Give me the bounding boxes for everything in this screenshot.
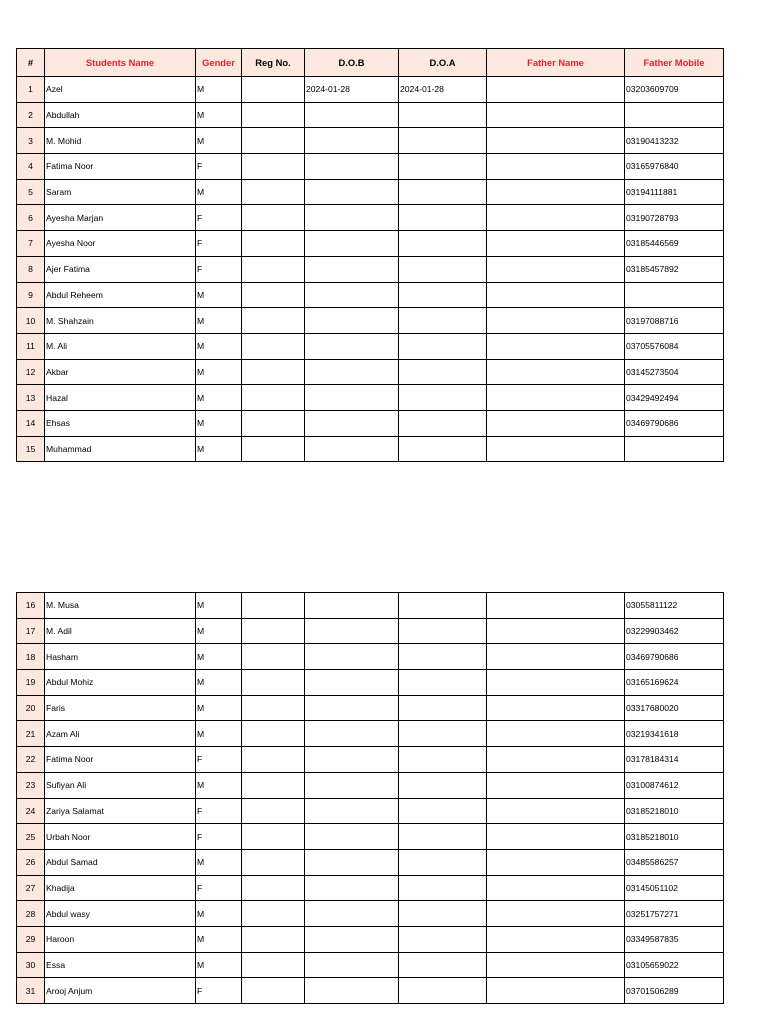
father-name-cell (487, 436, 625, 462)
father-mobile-cell: 03185446569 (625, 231, 724, 257)
father-mobile-cell (625, 282, 724, 308)
row-number-cell: 28 (17, 901, 45, 927)
row-number-cell: 8 (17, 256, 45, 282)
reg-no-cell (242, 102, 305, 128)
row-number-cell: 1 (17, 77, 45, 103)
doa-cell (399, 179, 487, 205)
header-father-mobile: Father Mobile (625, 49, 724, 77)
row-number-cell: 27 (17, 875, 45, 901)
doa-cell (399, 926, 487, 952)
table-row (17, 359, 724, 385)
row-number-cell: 10 (17, 308, 45, 334)
father-name-cell (487, 695, 625, 721)
student-name-cell: Ayesha Noor (45, 231, 196, 257)
reg-no-cell (242, 359, 305, 385)
doa-cell (399, 978, 487, 1004)
table-row (17, 798, 724, 824)
student-name-cell: Akbar (45, 359, 196, 385)
student-name-cell: Muhammad (45, 436, 196, 462)
reg-no-cell (242, 721, 305, 747)
doa-cell (399, 410, 487, 436)
father-name-cell (487, 77, 625, 103)
father-name-cell (487, 359, 625, 385)
table-row (17, 308, 724, 334)
doa-cell (399, 385, 487, 411)
doa-cell (399, 952, 487, 978)
dob-cell (305, 256, 399, 282)
reg-no-cell (242, 670, 305, 696)
father-mobile-cell: 03190413232 (625, 128, 724, 154)
gender-cell: M (196, 772, 242, 798)
row-number-cell: 4 (17, 154, 45, 180)
father-name-cell (487, 385, 625, 411)
student-name-cell: M. Adil (45, 618, 196, 644)
reg-no-cell (242, 154, 305, 180)
doa-cell (399, 721, 487, 747)
dob-cell (305, 695, 399, 721)
table-row (17, 282, 724, 308)
dob-cell (305, 747, 399, 773)
student-name-cell: Ehsas (45, 410, 196, 436)
reg-no-cell (242, 231, 305, 257)
row-number-cell: 14 (17, 410, 45, 436)
dob-cell (305, 721, 399, 747)
table-row (17, 926, 724, 952)
father-name-cell (487, 644, 625, 670)
father-mobile-cell: 03469790686 (625, 644, 724, 670)
gender-cell: M (196, 618, 242, 644)
table-row (17, 747, 724, 773)
student-name-cell: Sufiyan Ali (45, 772, 196, 798)
father-mobile-cell: 03469790686 (625, 410, 724, 436)
gender-cell: M (196, 952, 242, 978)
father-name-cell (487, 154, 625, 180)
gender-cell: M (196, 695, 242, 721)
header-students-name: Students Name (45, 49, 196, 77)
dob-cell (305, 333, 399, 359)
father-name-cell (487, 901, 625, 927)
doa-cell (399, 256, 487, 282)
table-row (17, 978, 724, 1004)
doa-cell (399, 308, 487, 334)
father-mobile-cell: 03055811122 (625, 593, 724, 619)
father-mobile-cell: 03203609709 (625, 77, 724, 103)
gender-cell: F (196, 747, 242, 773)
doa-cell (399, 695, 487, 721)
table-row (17, 179, 724, 205)
table-row (17, 205, 724, 231)
table-row (17, 721, 724, 747)
reg-no-cell (242, 952, 305, 978)
father-name-cell (487, 772, 625, 798)
gender-cell: M (196, 644, 242, 670)
students-table-page-1 (16, 48, 724, 462)
father-mobile-cell: 03349587835 (625, 926, 724, 952)
student-name-cell: Ajer Fatima (45, 256, 196, 282)
reg-no-cell (242, 695, 305, 721)
gender-cell: M (196, 179, 242, 205)
reg-no-cell (242, 436, 305, 462)
row-number-cell: 21 (17, 721, 45, 747)
row-number-cell: 9 (17, 282, 45, 308)
reg-no-cell (242, 849, 305, 875)
gender-cell: F (196, 798, 242, 824)
gender-cell: M (196, 333, 242, 359)
father-mobile-cell: 03701506289 (625, 978, 724, 1004)
father-mobile-cell: 03429492494 (625, 385, 724, 411)
table-row (17, 875, 724, 901)
dob-cell (305, 179, 399, 205)
dob-cell (305, 849, 399, 875)
dob-cell (305, 875, 399, 901)
father-mobile-cell: 03185218010 (625, 798, 724, 824)
dob-cell: 2024-01-28 (305, 77, 399, 103)
dob-cell (305, 102, 399, 128)
doa-cell (399, 359, 487, 385)
student-name-cell: Hazal (45, 385, 196, 411)
father-name-cell (487, 721, 625, 747)
table-row (17, 256, 724, 282)
dob-cell (305, 385, 399, 411)
dob-cell (305, 926, 399, 952)
reg-no-cell (242, 128, 305, 154)
father-name-cell (487, 205, 625, 231)
row-number-cell: 11 (17, 333, 45, 359)
father-mobile-cell: 03197088716 (625, 308, 724, 334)
reg-no-cell (242, 618, 305, 644)
doa-cell (399, 333, 487, 359)
father-mobile-cell: 03251757271 (625, 901, 724, 927)
table-row (17, 436, 724, 462)
dob-cell (305, 952, 399, 978)
doa-cell (399, 849, 487, 875)
reg-no-cell (242, 926, 305, 952)
student-name-cell: Abdul Samad (45, 849, 196, 875)
dob-cell (305, 644, 399, 670)
reg-no-cell (242, 644, 305, 670)
doa-cell (399, 747, 487, 773)
father-mobile-cell: 03485586257 (625, 849, 724, 875)
student-name-cell: Saram (45, 179, 196, 205)
student-name-cell: Fatima Noor (45, 747, 196, 773)
father-name-cell (487, 670, 625, 696)
table-row (17, 154, 724, 180)
dob-cell (305, 308, 399, 334)
father-name-cell (487, 952, 625, 978)
father-name-cell (487, 926, 625, 952)
father-mobile-cell: 03165169624 (625, 670, 724, 696)
dob-cell (305, 205, 399, 231)
student-name-cell: Faris (45, 695, 196, 721)
doa-cell (399, 772, 487, 798)
student-name-cell: M. Mohid (45, 128, 196, 154)
father-name-cell (487, 875, 625, 901)
reg-no-cell (242, 901, 305, 927)
gender-cell: M (196, 359, 242, 385)
reg-no-cell (242, 385, 305, 411)
father-mobile-cell: 03178184314 (625, 747, 724, 773)
reg-no-cell (242, 256, 305, 282)
doa-cell (399, 154, 487, 180)
doa-cell (399, 618, 487, 644)
reg-no-cell (242, 798, 305, 824)
father-name-cell (487, 308, 625, 334)
doa-cell (399, 901, 487, 927)
student-name-cell: Essa (45, 952, 196, 978)
gender-cell: F (196, 256, 242, 282)
row-number-cell: 17 (17, 618, 45, 644)
table-body-page-1 (17, 77, 724, 462)
student-name-cell: Azel (45, 77, 196, 103)
dob-cell (305, 618, 399, 644)
father-mobile-cell: 03145051102 (625, 875, 724, 901)
reg-no-cell (242, 772, 305, 798)
student-name-cell: Khadija (45, 875, 196, 901)
father-name-cell (487, 824, 625, 850)
dob-cell (305, 128, 399, 154)
reg-no-cell (242, 875, 305, 901)
gender-cell: M (196, 901, 242, 927)
reg-no-cell (242, 282, 305, 308)
table-row (17, 824, 724, 850)
dob-cell (305, 901, 399, 927)
doa-cell (399, 593, 487, 619)
student-name-cell: Zariya Salamat (45, 798, 196, 824)
doa-cell (399, 231, 487, 257)
row-number-cell: 20 (17, 695, 45, 721)
gender-cell: F (196, 978, 242, 1004)
dob-cell (305, 359, 399, 385)
gender-cell: F (196, 154, 242, 180)
row-number-cell: 31 (17, 978, 45, 1004)
gender-cell: M (196, 102, 242, 128)
doa-cell (399, 102, 487, 128)
father-mobile-cell: 03194111881 (625, 179, 724, 205)
table-row (17, 231, 724, 257)
row-number-cell: 23 (17, 772, 45, 798)
dob-cell (305, 798, 399, 824)
dob-cell (305, 824, 399, 850)
table-row (17, 102, 724, 128)
dob-cell (305, 978, 399, 1004)
student-name-cell: Abdullah (45, 102, 196, 128)
father-name-cell (487, 102, 625, 128)
gender-cell: F (196, 875, 242, 901)
father-mobile-cell: 03185457892 (625, 256, 724, 282)
table-row (17, 849, 724, 875)
row-number-cell: 5 (17, 179, 45, 205)
table-row (17, 385, 724, 411)
doa-cell (399, 128, 487, 154)
dob-cell (305, 282, 399, 308)
doa-cell (399, 205, 487, 231)
doa-cell (399, 798, 487, 824)
father-name-cell (487, 128, 625, 154)
header-dob: D.O.B (305, 49, 399, 77)
dob-cell (305, 410, 399, 436)
student-name-cell: M. Musa (45, 593, 196, 619)
reg-no-cell (242, 333, 305, 359)
father-mobile-cell: 03229903462 (625, 618, 724, 644)
doa-cell (399, 824, 487, 850)
father-name-cell (487, 618, 625, 644)
table-row (17, 593, 724, 619)
gender-cell: M (196, 721, 242, 747)
table-row (17, 695, 724, 721)
father-name-cell (487, 256, 625, 282)
student-name-cell: Abdul Mohiz (45, 670, 196, 696)
table-body-page-2 (17, 593, 724, 1004)
header-number: # (17, 49, 45, 77)
father-name-cell (487, 333, 625, 359)
student-name-cell: Abdul Reheem (45, 282, 196, 308)
row-number-cell: 26 (17, 849, 45, 875)
row-number-cell: 19 (17, 670, 45, 696)
row-number-cell: 6 (17, 205, 45, 231)
table-row (17, 670, 724, 696)
gender-cell: M (196, 849, 242, 875)
table-row (17, 952, 724, 978)
student-name-cell: Arooj Anjum (45, 978, 196, 1004)
row-number-cell: 2 (17, 102, 45, 128)
father-mobile-cell: 03100874612 (625, 772, 724, 798)
row-number-cell: 7 (17, 231, 45, 257)
father-mobile-cell: 03105659022 (625, 952, 724, 978)
table-row (17, 644, 724, 670)
table-row (17, 333, 724, 359)
student-name-cell: Abdul wasy (45, 901, 196, 927)
row-number-cell: 30 (17, 952, 45, 978)
student-name-cell: Ayesha Marjan (45, 205, 196, 231)
father-name-cell (487, 179, 625, 205)
father-mobile-cell (625, 102, 724, 128)
gender-cell: F (196, 231, 242, 257)
student-name-cell: Azam Ali (45, 721, 196, 747)
doa-cell (399, 875, 487, 901)
doa-cell (399, 282, 487, 308)
father-name-cell (487, 282, 625, 308)
row-number-cell: 13 (17, 385, 45, 411)
gender-cell: F (196, 205, 242, 231)
reg-no-cell (242, 747, 305, 773)
header-gender: Gender (196, 49, 242, 77)
table-row (17, 128, 724, 154)
doa-cell: 2024-01-28 (399, 77, 487, 103)
row-number-cell: 22 (17, 747, 45, 773)
student-name-cell: M. Ali (45, 333, 196, 359)
row-number-cell: 25 (17, 824, 45, 850)
students-table-page-2 (16, 592, 724, 1004)
gender-cell: M (196, 410, 242, 436)
father-mobile-cell: 03190728793 (625, 205, 724, 231)
reg-no-cell (242, 77, 305, 103)
gender-cell: F (196, 824, 242, 850)
father-name-cell (487, 798, 625, 824)
dob-cell (305, 772, 399, 798)
father-name-cell (487, 978, 625, 1004)
reg-no-cell (242, 824, 305, 850)
dob-cell (305, 231, 399, 257)
father-mobile-cell: 03145273504 (625, 359, 724, 385)
dob-cell (305, 593, 399, 619)
table-row (17, 77, 724, 103)
row-number-cell: 15 (17, 436, 45, 462)
dob-cell (305, 154, 399, 180)
reg-no-cell (242, 593, 305, 619)
reg-no-cell (242, 179, 305, 205)
header-row (17, 49, 724, 77)
student-name-cell: Urbah Noor (45, 824, 196, 850)
gender-cell: M (196, 670, 242, 696)
gender-cell: M (196, 308, 242, 334)
father-name-cell (487, 849, 625, 875)
dob-cell (305, 670, 399, 696)
gender-cell: M (196, 926, 242, 952)
father-name-cell (487, 593, 625, 619)
dob-cell (305, 436, 399, 462)
gender-cell: M (196, 593, 242, 619)
row-number-cell: 3 (17, 128, 45, 154)
father-mobile-cell: 03219341618 (625, 721, 724, 747)
reg-no-cell (242, 978, 305, 1004)
father-mobile-cell: 03317680020 (625, 695, 724, 721)
student-name-cell: Haroon (45, 926, 196, 952)
student-name-cell: Hasham (45, 644, 196, 670)
doa-cell (399, 436, 487, 462)
gender-cell: M (196, 128, 242, 154)
gender-cell: M (196, 436, 242, 462)
reg-no-cell (242, 308, 305, 334)
row-number-cell: 29 (17, 926, 45, 952)
student-name-cell: M. Shahzain (45, 308, 196, 334)
table-row (17, 618, 724, 644)
father-name-cell (487, 410, 625, 436)
row-number-cell: 16 (17, 593, 45, 619)
header-doa: D.O.A (399, 49, 487, 77)
table-row (17, 901, 724, 927)
gender-cell: M (196, 385, 242, 411)
header-father-name: Father Name (487, 49, 625, 77)
reg-no-cell (242, 410, 305, 436)
gender-cell: M (196, 282, 242, 308)
father-mobile-cell: 03185218010 (625, 824, 724, 850)
father-name-cell (487, 747, 625, 773)
table-row (17, 410, 724, 436)
doa-cell (399, 644, 487, 670)
father-mobile-cell (625, 436, 724, 462)
doa-cell (399, 670, 487, 696)
father-mobile-cell: 03165976840 (625, 154, 724, 180)
header-reg-no: Reg No. (242, 49, 305, 77)
row-number-cell: 18 (17, 644, 45, 670)
father-mobile-cell: 03705576084 (625, 333, 724, 359)
reg-no-cell (242, 205, 305, 231)
student-name-cell: Fatima Noor (45, 154, 196, 180)
row-number-cell: 24 (17, 798, 45, 824)
father-name-cell (487, 231, 625, 257)
gender-cell: M (196, 77, 242, 103)
table-row (17, 772, 724, 798)
row-number-cell: 12 (17, 359, 45, 385)
